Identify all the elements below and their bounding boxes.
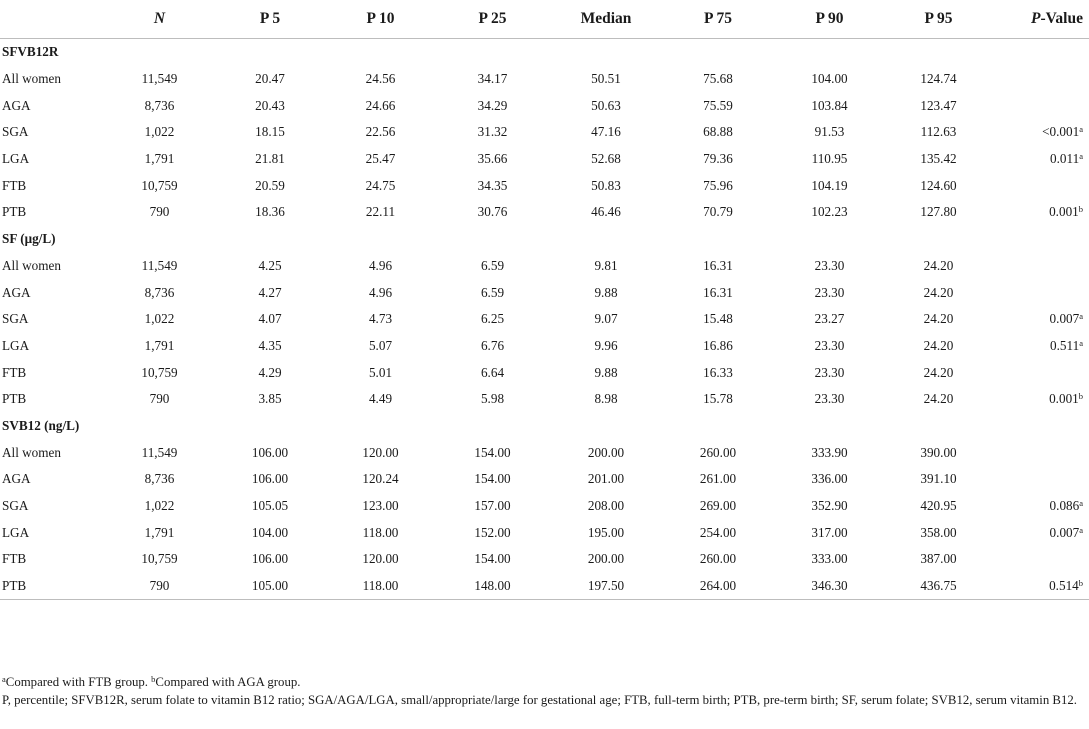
table-row <box>0 66 1089 93</box>
cell-p75: 15.78 <box>703 391 733 407</box>
cell-p90: 23.30 <box>814 337 845 353</box>
cell-p95: 135.42 <box>920 151 957 167</box>
p-value-footnote-mark: a <box>1079 337 1083 348</box>
cell-n: 10,759 <box>141 177 178 193</box>
cell-n: 1,791 <box>144 524 175 540</box>
cell-median: 50.83 <box>591 177 621 193</box>
cell-p90: 346.30 <box>773 573 886 600</box>
header-p10: P 10 <box>325 0 436 39</box>
cell-p95: 124.74 <box>920 71 957 87</box>
table-row <box>0 172 1089 199</box>
cell-n: 1,791 <box>144 337 175 353</box>
cell-n: 11,549 <box>141 71 178 87</box>
cell-median: 200.00 <box>587 444 625 460</box>
cell-p75: 15.48 <box>703 311 733 327</box>
section-title: SFVB12R <box>2 44 59 60</box>
table-row <box>0 466 1089 493</box>
table-row <box>0 199 1089 226</box>
cell-p25: 148.00 <box>436 573 549 600</box>
cell-p90: 104.00 <box>811 71 848 87</box>
cell-p5: 4.27 <box>258 284 282 300</box>
table-row <box>0 92 1089 119</box>
cell-p5: 21.81 <box>255 151 285 167</box>
p-value-footnote-mark: a <box>1079 311 1083 322</box>
row-label: All women <box>2 71 61 87</box>
cell-p95: 24.20 <box>923 257 954 273</box>
p-value-text: 0.511 <box>1050 337 1080 353</box>
cell-p25: 34.17 <box>477 71 508 87</box>
footnote-abbreviations: P, percentile; SFVB12R, serum folate to vitamin B12 ratio; SGA/AGA/LGA, small/appropriate/large for gestational age; FTB, full-term birth; PTB, pre-term birth; SF, serum folate; SVB12, serum vitamin B12. <box>2 693 1077 707</box>
cell-median: 8.98 <box>594 391 618 407</box>
cell-p25: 154.00 <box>474 471 511 487</box>
cell-p90: 333.00 <box>811 551 848 567</box>
cell-p75: 260.00 <box>699 551 737 567</box>
row-label: FTB <box>2 177 27 193</box>
cell-p75: 16.31 <box>703 284 733 300</box>
cell-n: 11,549 <box>141 257 178 273</box>
p-value-text: 0.001 <box>1049 204 1079 220</box>
header-p95: P 95 <box>886 0 991 39</box>
row-label: PTB <box>0 573 104 600</box>
cell-n: 790 <box>149 391 170 407</box>
cell-p10: 22.56 <box>365 124 396 140</box>
cell-p75: 75.68 <box>703 71 733 87</box>
cell-n: 10,759 <box>141 364 178 380</box>
cell-n: 8,736 <box>144 284 175 300</box>
cell-p90: 103.84 <box>811 97 848 113</box>
cell-p95: 127.80 <box>920 204 957 220</box>
header-p25: P 25 <box>436 0 549 39</box>
cell-p95: 24.20 <box>923 337 954 353</box>
row-label: LGA <box>2 151 30 167</box>
cell-p95: 390.00 <box>920 444 957 460</box>
cell-p75: 264.00 <box>663 573 773 600</box>
cell-p75: 75.59 <box>703 97 733 113</box>
p-value-footnote-mark: a <box>1079 524 1083 535</box>
cell-p25: 6.76 <box>480 337 505 353</box>
p-value-text: 0.001 <box>1049 391 1079 407</box>
cell-p25: 6.59 <box>480 284 505 300</box>
cell-p-value <box>991 386 1089 413</box>
cell-p10: 120.24 <box>362 471 399 487</box>
cell-p90: 104.19 <box>811 177 848 193</box>
cell-p25: 31.32 <box>477 124 508 140</box>
cell-n: 11,549 <box>141 444 178 460</box>
cell-n: 1,022 <box>144 311 175 327</box>
cell-p10: 123.00 <box>362 498 399 514</box>
p-value-footnote-mark: b <box>1078 391 1083 402</box>
cell-p5: 4.29 <box>258 364 282 380</box>
cell-p90: 23.30 <box>814 284 845 300</box>
cell-p5: 106.00 <box>251 471 289 487</box>
cell-p90: 336.00 <box>811 471 848 487</box>
cell-median: 201.00 <box>587 471 625 487</box>
p-value-text: 0.007 <box>1049 311 1080 327</box>
section-title: SF (μg/L) <box>2 231 56 247</box>
cell-p5: 4.07 <box>258 311 282 327</box>
row-label: SGA <box>2 311 29 327</box>
cell-p75: 16.33 <box>703 364 733 380</box>
cell-median: 47.16 <box>591 124 621 140</box>
header-n: N <box>104 0 215 39</box>
cell-p10: 5.01 <box>368 364 393 380</box>
cell-p90: 110.95 <box>811 151 848 167</box>
cell-p5: 3.85 <box>258 391 282 407</box>
cell-p-value <box>991 306 1089 333</box>
cell-p25: 154.00 <box>474 444 511 460</box>
cell-p5: 105.05 <box>251 498 289 514</box>
cell-median: 195.00 <box>587 524 625 540</box>
cell-p10: 118.00 <box>362 524 399 540</box>
cell-p95: 391.10 <box>920 471 957 487</box>
table-row <box>0 333 1089 360</box>
cell-p5: 20.47 <box>255 71 285 87</box>
cell-p25: 6.64 <box>480 364 505 380</box>
cell-p10: 25.47 <box>365 151 396 167</box>
cell-p10: 120.00 <box>362 444 399 460</box>
row-label: AGA <box>2 97 31 113</box>
cell-n: 1,791 <box>144 151 175 167</box>
cell-p10: 120.00 <box>362 551 399 567</box>
cell-p-value <box>991 333 1089 360</box>
section-header-row <box>0 226 1089 253</box>
cell-p95: 124.60 <box>920 177 957 193</box>
cell-p-value <box>991 92 1089 119</box>
row-label: LGA <box>2 337 30 353</box>
header-row <box>0 0 1089 39</box>
cell-p90: 352.90 <box>811 498 848 514</box>
p-value-footnote-mark: a <box>1079 124 1083 135</box>
cell-p-value <box>991 546 1089 573</box>
table-footnotes <box>2 673 1086 709</box>
cell-median: 52.68 <box>591 151 621 167</box>
p-value-text: 0.011 <box>1050 151 1080 167</box>
cell-p25: 154.00 <box>474 551 511 567</box>
table-row <box>0 546 1089 573</box>
cell-p-value <box>991 253 1089 280</box>
cell-median: 9.96 <box>594 337 618 353</box>
cell-n: 790 <box>149 204 170 220</box>
cell-p10: 22.11 <box>365 204 396 220</box>
cell-median: 208.00 <box>587 498 625 514</box>
p-value-text: 0.514 <box>1049 578 1079 594</box>
cell-p10: 24.56 <box>365 71 396 87</box>
cell-p90: 23.30 <box>814 364 845 380</box>
cell-p5: 4.35 <box>258 337 282 353</box>
cell-p75: 16.86 <box>703 337 733 353</box>
cell-p95: 420.95 <box>920 498 957 514</box>
cell-median: 46.46 <box>591 204 621 220</box>
cell-p5: 106.00 <box>251 444 289 460</box>
cell-p-value <box>991 466 1089 493</box>
p-value-text: 0.086 <box>1049 498 1080 514</box>
cell-p5: 4.25 <box>258 257 282 273</box>
row-label: AGA <box>2 284 31 300</box>
row-label: PTB <box>2 391 27 407</box>
p-value-footnote-mark: b <box>1078 578 1083 589</box>
cell-n: 8,736 <box>144 97 175 113</box>
cell-p95: 436.75 <box>886 573 991 600</box>
cell-p75: 254.00 <box>699 524 737 540</box>
row-label: All women <box>2 444 61 460</box>
cell-p95: 123.47 <box>920 97 957 113</box>
cell-p25: 35.66 <box>477 151 508 167</box>
cell-p25: 152.00 <box>474 524 511 540</box>
row-label: SGA <box>2 498 29 514</box>
row-label: LGA <box>2 524 30 540</box>
cell-p95: 24.20 <box>923 364 954 380</box>
cell-median: 197.50 <box>549 573 663 600</box>
p-value-text: 0.007 <box>1049 524 1080 540</box>
cell-p75: 75.96 <box>703 177 733 193</box>
cell-p-value <box>991 119 1089 146</box>
cell-p95: 112.63 <box>920 124 957 140</box>
cell-median: 9.88 <box>594 364 618 380</box>
table-body <box>0 39 1089 600</box>
footnote-comparison: $^a$Compared with FTB group. $^b$Compared with AGA group. <box>2 674 301 689</box>
table-row <box>0 359 1089 386</box>
row-label: All women <box>2 257 61 273</box>
cell-p10: 118.00 <box>325 573 436 600</box>
cell-p25: 34.29 <box>477 97 508 113</box>
cell-p75: 269.00 <box>699 498 737 514</box>
table-row <box>0 119 1089 146</box>
cell-n: 1,022 <box>144 124 175 140</box>
section-title: SVB12 (ng/L) <box>2 417 80 433</box>
cell-p-value <box>991 439 1089 466</box>
section-header-row <box>0 39 1089 66</box>
cell-p-value <box>991 493 1089 520</box>
row-label: FTB <box>2 364 27 380</box>
header-p-value: P-Value <box>991 0 1089 39</box>
cell-p75: 79.36 <box>703 151 733 167</box>
cell-p-value <box>991 146 1089 173</box>
cell-p75: 261.00 <box>699 471 737 487</box>
cell-median: 9.07 <box>594 311 618 327</box>
row-label: PTB <box>2 204 27 220</box>
cell-n: 790 <box>104 573 215 600</box>
table-row <box>0 439 1089 466</box>
cell-p-value <box>991 279 1089 306</box>
cell-p75: 68.88 <box>703 124 733 140</box>
cell-p90: 23.27 <box>814 311 845 327</box>
cell-median: 200.00 <box>587 551 625 567</box>
cell-p95: 24.20 <box>923 311 954 327</box>
table-row <box>0 279 1089 306</box>
cell-p75: 260.00 <box>699 444 737 460</box>
p-value-footnote-mark: a <box>1079 151 1083 162</box>
table-row <box>0 146 1089 173</box>
cell-p90: 333.90 <box>811 444 848 460</box>
cell-p10: 24.66 <box>365 97 396 113</box>
cell-p90: 102.23 <box>811 204 848 220</box>
cell-p5: 18.15 <box>255 124 285 140</box>
cell-n: 10,759 <box>141 551 178 567</box>
p-value-footnote-mark: b <box>1078 204 1083 215</box>
cell-p90: 23.30 <box>814 257 845 273</box>
cell-p25: 6.25 <box>480 311 505 327</box>
p-value-footnote-mark: a <box>1079 498 1083 509</box>
cell-p5: 104.00 <box>251 524 289 540</box>
cell-p25: 157.00 <box>474 498 511 514</box>
cell-p-value <box>991 519 1089 546</box>
cell-median: 50.63 <box>591 97 621 113</box>
table-row <box>0 386 1089 413</box>
header-median: Median <box>549 0 663 39</box>
cell-p-value <box>991 359 1089 386</box>
cell-p90: 23.30 <box>814 391 845 407</box>
cell-p90: 317.00 <box>811 524 848 540</box>
header-p5: P 5 <box>215 0 325 39</box>
cell-p10: 5.07 <box>368 337 393 353</box>
cell-p5: 106.00 <box>251 551 289 567</box>
cell-p10: 4.73 <box>368 311 393 327</box>
cell-p90: 91.53 <box>814 124 845 140</box>
cell-p10: 4.49 <box>368 391 393 407</box>
cell-p10: 4.96 <box>368 284 393 300</box>
cell-p5: 105.00 <box>215 573 325 600</box>
cell-p10: 4.96 <box>368 257 393 273</box>
table-row <box>0 253 1089 280</box>
cell-p25: 5.98 <box>480 391 505 407</box>
cell-p95: 24.20 <box>923 284 954 300</box>
cell-p95: 24.20 <box>923 391 954 407</box>
cell-p-value <box>991 199 1089 226</box>
row-label: SGA <box>2 124 29 140</box>
cell-p25: 34.35 <box>477 177 508 193</box>
cell-p-value <box>991 573 1089 600</box>
cell-p95: 358.00 <box>920 524 957 540</box>
row-label: FTB <box>2 551 27 567</box>
cell-n: 8,736 <box>144 471 175 487</box>
section-header-row <box>0 413 1089 440</box>
header-blank <box>0 0 104 39</box>
table-row <box>0 573 1089 600</box>
cell-p5: 20.43 <box>255 97 285 113</box>
cell-p10: 24.75 <box>365 177 396 193</box>
cell-p25: 30.76 <box>477 204 508 220</box>
header-p75: P 75 <box>663 0 773 39</box>
header-p90: P 90 <box>773 0 886 39</box>
table-row <box>0 519 1089 546</box>
cell-p25: 6.59 <box>480 257 505 273</box>
cell-p75: 70.79 <box>703 204 733 220</box>
cell-median: 50.51 <box>591 71 621 87</box>
cell-p-value <box>991 66 1089 93</box>
cell-n: 1,022 <box>144 498 175 514</box>
table-row <box>0 493 1089 520</box>
cell-p95: 387.00 <box>920 551 957 567</box>
row-label: AGA <box>2 471 31 487</box>
p-value-text: <0.001 <box>1042 124 1080 140</box>
cell-median: 9.88 <box>594 284 618 300</box>
cell-p5: 18.36 <box>255 204 285 220</box>
cell-p75: 16.31 <box>703 257 733 273</box>
table-row <box>0 306 1089 333</box>
cell-p-value <box>991 172 1089 199</box>
cell-median: 9.81 <box>594 257 618 273</box>
cell-p5: 20.59 <box>255 177 285 193</box>
